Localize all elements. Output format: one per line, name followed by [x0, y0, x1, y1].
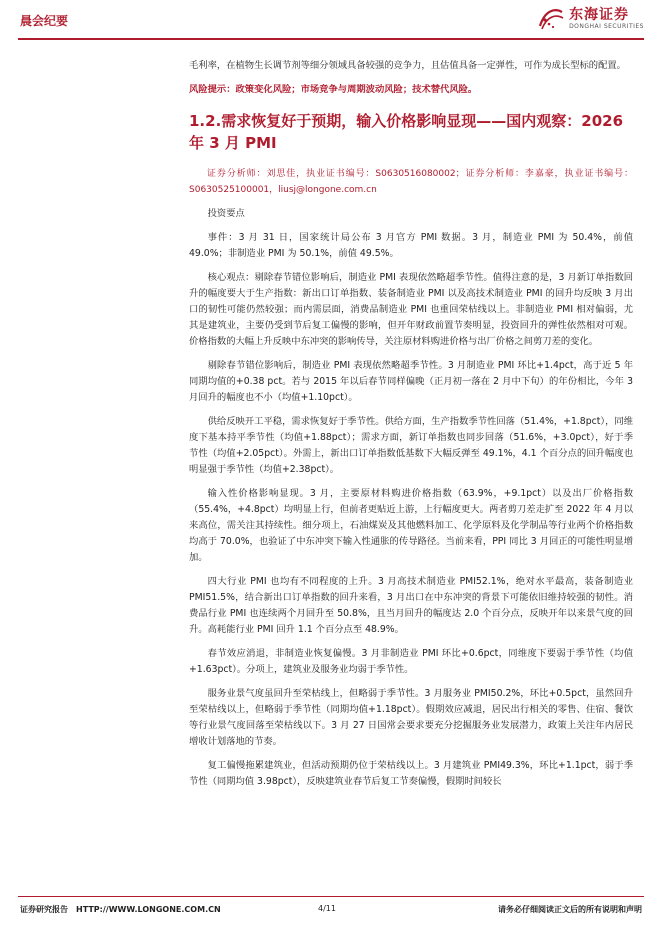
- paragraph-input-prices: 输入性价格影响显现。3 月，主要原材料购进价格指数（63.9%，+9.1pct）以及出厂价格指数（55.4%，+4.8pct）均明显上行，但前者更贴近上游，上行幅度更大。两者剪刀差走扩至 2022 年 4 月以来高位，需关注其持续性。细分项上，石油煤炭及其他燃料加工、化学原料及化学制品等行业两个价格指数均高于 70.0%，也验证了中东冲突下输入性通胀的传导路径。当前来看，PPI 同比 3 月回正的可能性明显增加。: [189, 488, 633, 563]
- section-heading: 1.2.需求恢复好于预期，输入价格影响显现——国内观察：2026 年 3 月 PMI: [189, 112, 624, 152]
- paragraph-supply-demand: 供给反映开工平稳，需求恢复好于季节性。供给方面，生产指数季节性回落（51.4%，+1.8pct），同维度下基本持平季节性（均值+1.88pct）；需求方面，新订单指数也同步回落（51.6%，+3.0pct），好于季节性（均值+2.05pct）。外需上，新出口订单指数低基数下大幅反弹至 49.1%，4.1 个百分点的回升幅度也明显强于季节性（均值+2.38pct）。: [189, 416, 633, 475]
- page-header: [0, 0, 662, 46]
- header-title: 晨会纪要: [20, 14, 69, 28]
- intro-continuation: 毛利率，在植物生长调节剂等细分领域具备较强的竞争力，且估值具备一定弹性，可作为成长型标的配置。: [189, 60, 626, 71]
- paragraph-core-view: 核心观点：剔除春节错位影响后，制造业 PMI 表现依然略超季节性。值得注意的是，3 月新订单指数回升的幅度要大于生产指数：新出口订单指数、装备制造业 PMI 以及高技术制造业 PMI 的回升均反映 3 月出口的韧性可能仍然较强；而内需层面，消费品制造业 PMI 也重回荣枯线以上。非制造业 PMI 相对偏弱，尤其是建筑业，主要仍受到节后复工偏慢的影响，但开年财政前置节奏明显，投资回升的弹性依然相对可观。价格指数的大幅上升反映中东冲突的影响传导，关注原材料购进价格与出厂价格之间剪刀差的变化。: [189, 272, 633, 347]
- paragraph-services: 服务业景气度虽回升至荣枯线上，但略弱于季节性。3 月服务业 PMI50.2%，环比+0.5pct，虽然回升至荣枯线以上，但略弱于季节性（同期均值+1.18pct）。假期效应减退，居民出行相关的零售、住宿、餐饮等行业景气度回落至荣枯线以下。3 月 27 日国常会要求要充分挖掘服务业发展潜力，政策上关注年内居民增收计划落地的节奏。: [189, 688, 633, 747]
- footer-url[interactable]: HTTP://WWW.LONGONE.COM.CN: [76, 905, 221, 914]
- company-logo: [537, 6, 644, 32]
- paragraph-event: 事件：3 月 31 日，国家统计局公布 3 月官方 PMI 数据。3 月，制造业 PMI 为 50.4%，前值 49.0%；非制造业 PMI 为 50.1%，前值 49.5%。: [189, 232, 633, 259]
- risk-warning: [189, 82, 633, 98]
- risk-label: 风险提示：: [189, 84, 236, 95]
- risk-text: 政策变化风险；市场竞争与周期波动风险；技术替代风险。: [235, 84, 478, 95]
- paragraph-non-manufacturing: 春节效应消退，非制造业恢复偏慢。3 月非制造业 PMI 环比+0.6pct，同维度下要弱于季节性（均值+1.63pct）。分项上，建筑业及服务业均弱于季节性。: [189, 648, 633, 675]
- logo-en: DONGHAI SECURITIES: [569, 23, 644, 30]
- key-points-title: 投资要点: [207, 208, 245, 219]
- page-footer: [0, 896, 662, 936]
- footer-left: [20, 904, 221, 915]
- main-content: [189, 58, 633, 798]
- analyst-info: 证券分析师：刘思佳，执业证书编号：S0630516080002；证券分析师：李嘉豪，执业证书编号：S0630525100001，liusj@longone.com.cn: [189, 169, 633, 195]
- page-number: 4/11: [318, 904, 336, 913]
- paragraph-construction: 复工偏慢拖累建筑业，但活动预期仍位于荣枯线以上。3 月建筑业 PMI49.3%，环比+1.1pct，弱于季节性（同期均值 3.98pct），反映建筑业春节后复工节奏偏慢，假期时间较长: [189, 760, 633, 787]
- logo-wave-icon: [537, 6, 565, 32]
- paragraph-four-industries: 四大行业 PMI 也均有不同程度的上升。3 月高技术制造业 PMI52.1%，绝对水平最高，装备制造业 PMI51.5%，结合新出口订单指数的回升来看，3 月出口在中东冲突的背景下可能依旧维持较强的韧性。消费品行业 PMI 也连续两个月回升至 50.8%，且当月回升的幅度达 2.0 个百分点，反映开年以来景气度的回升。高耗能行业 PMI 回升 1.1 个百分点至 48.9%。: [189, 576, 633, 635]
- header-divider: [18, 38, 644, 40]
- footer-divider: [18, 896, 644, 897]
- footer-report-label: 证券研究报告: [20, 905, 68, 914]
- logo-cn: 东海证券: [569, 7, 630, 23]
- footer-disclaimer: 请务必仔细阅读正文后的所有说明和声明: [498, 905, 642, 914]
- paragraph-seasonality: 剔除春节错位影响后，制造业 PMI 表现依然略超季节性。3 月制造业 PMI 环比+1.4pct，高于近 5 年同期均值的+0.38 pct。若与 2015 年以后春节同样偏晚（正月初一落在 2 月中下旬）的年份相比，今年 3 月回升的幅度也不小（均值+1.10pct）。: [189, 360, 633, 403]
